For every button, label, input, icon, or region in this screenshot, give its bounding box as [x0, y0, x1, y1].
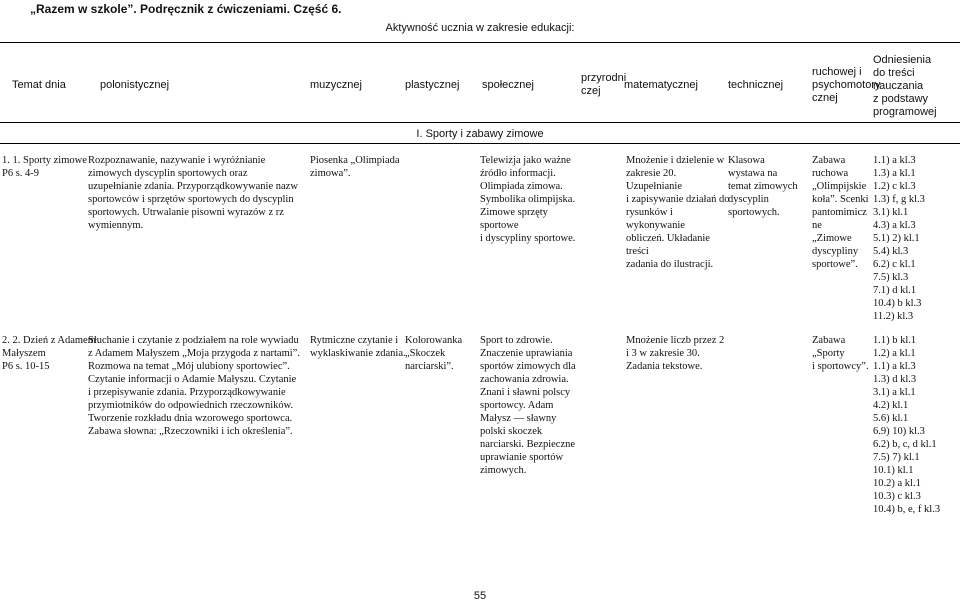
page-number: 55: [473, 590, 487, 602]
row1-motor: Zabawa ruchowa „Olimpijskie koła”. Scenki pantomimicz ne „Zimowe dyscypliny sportowe”.: [812, 155, 869, 270]
row2-refs: 1.1) b kl.1 1.2) a kl.1 1.1) a kl.3 1.3) d kl.3 3.1) a kl.1 4.2) kl.1 5.6) kl.1 6.9) 10) kl.3 6.2) b, c, d kl.1 7.5) 7) kl.1 10.1) kl.1 10.2) a kl.1 10.3) c kl.3 10.4) b, e, f kl.3: [873, 335, 941, 515]
row2-music: Rytmiczne czytanie i wyklaskiwanie zdania.: [310, 335, 406, 359]
table-title: Aktywność ucznia w zakresie edukacji:: [385, 22, 575, 34]
row1-social: Telewizja jako ważne źródło informacji. Olimpiada zimowa. Symbolika olimpijska. Zimowe sprzęty sportowe i dyscypliny sportowe.: [480, 155, 576, 244]
rule-section: [0, 143, 960, 144]
section-title: I. Sporty i zabawy zimowe: [416, 128, 544, 140]
row2-math: Mnożenie liczb przez 2 i 3 w zakresie 30. Zadania tekstowe.: [626, 335, 725, 372]
row2-nature: Sport to zdrowie. Znaczenie uprawiania sportów zimowych dla zachowania zdrowia. Znani i sławni polscy sportowcy. Adam Małysz — sławny polski skoczek narciarski. Bezpieczne uprawianie sportów zimowych.: [480, 335, 576, 476]
row1-tech: Klasowa wystawa na temat zimowych dyscyplin sportowych.: [728, 155, 798, 218]
row1-refs: 1.1) a kl.3 1.3) a kl.1 1.2) c kl.3 1.3) f, g kl.3 3.1) kl.1 4.3) a kl.3 5.1) 2) kl.1 5.4) kl.3 6.2) c kl.1 7.5) kl.3 7.1) d kl.1 10.4) b kl.3 11.2) kl.3: [873, 155, 925, 322]
row1-math: Mnożenie i dzielenie w zakresie 20. Uzupełnianie i zapisywanie działań do rysunków i wykonywanie obliczeń. Układanie treści zadania do ilustracji.: [626, 155, 730, 270]
row2-polish: Słuchanie i czytanie z podziałem na role wywiadu z Adamem Małyszem „Moja przygoda z nartami”. Rozmowa na temat „Mój ulubiony sportowiec”. Czytanie informacji o Adamie Małyszu. Czytanie i przepisywanie zdania. Przyporządkowywanie przymiotników do odpowiednich rzeczowników. Tworzenie rozkładu dnia wzorowego sportowca. Zabawa słowna: „Rzeczowniki i ich określenia”.: [88, 335, 300, 437]
col-nature: przyrodni czej: [581, 72, 627, 97]
row2-art: Kolorowanka „Skoczek narciarski”.: [405, 335, 463, 372]
col-tech: technicznej: [728, 79, 784, 91]
col-music: muzycznej: [310, 79, 362, 91]
col-refs: Odniesienia do treści nauczania z podstawy programowej: [873, 54, 937, 118]
rule-top: [0, 42, 960, 43]
rule-mid: [0, 122, 960, 123]
row1-topic: 1. 1. Sporty zimowe P6 s. 4-9: [2, 155, 87, 179]
row2-motor: Zabawa „Sporty i sportowcy”.: [812, 335, 869, 372]
row1-music: Piosenka „Olimpiada zimowa”.: [310, 155, 400, 179]
col-topic: Temat dnia: [12, 79, 66, 91]
col-polish: polonistycznej: [100, 79, 170, 91]
book-header: „Razem w szkole”. Podręcznik z ćwiczeniami. Część 6.: [30, 2, 342, 16]
col-motor: ruchowej i psychomotory cznej: [812, 66, 881, 104]
col-art: plastycznej: [405, 79, 460, 91]
col-social: społecznej: [482, 79, 534, 91]
row1-polish: Rozpoznawanie, nazywanie i wyróżnianie zimowych dyscyplin sportowych oraz uzupełnianie zdania. Przyporządkowywanie nazw sportowców i sprzętów sportowych do dyscyplin sportowych. Utrwalanie pisowni wyrazów z rz wymiennym.: [88, 155, 298, 231]
row2-topic: 2. 2. Dzień z Adamem Małyszem P6 s. 10-15: [2, 335, 96, 372]
col-math: matematycznej: [624, 79, 698, 91]
